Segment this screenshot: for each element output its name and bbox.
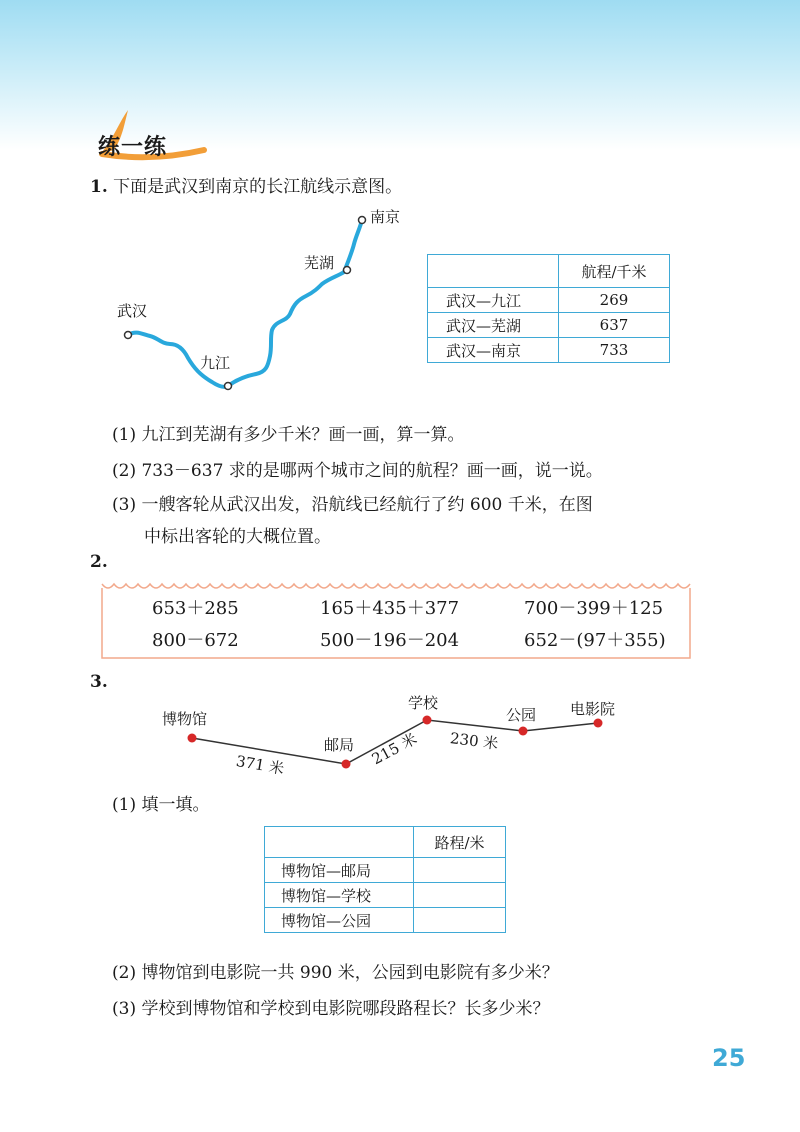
city-wuhan: 武汉 <box>117 302 148 320</box>
table-row <box>265 908 506 933</box>
route-name: 博物馆—学校 <box>265 883 414 908</box>
place-park: 公园 <box>506 706 537 724</box>
q1-sub3-line1: (3) 一艘客轮从武汉出发，沿航线已经航行了约 600 千米，在图 <box>112 495 593 515</box>
table-header-row <box>428 255 670 288</box>
answer-cell[interactable] <box>414 858 506 883</box>
heading-title: 练一练 <box>98 135 168 160</box>
place-post-office: 邮局 <box>324 736 355 754</box>
wuhan-point <box>125 332 132 339</box>
q3-sub2: (2) 博物馆到电影院一共 990 米，公园到电影院有多少米？ <box>112 963 559 983</box>
q1-text: 下面是武汉到南京的长江航线示意图。 <box>113 177 403 197</box>
museum-point <box>188 734 197 743</box>
calc-item: 652－(97＋355) <box>524 630 666 651</box>
q1-number: 1. <box>90 177 108 197</box>
calc-item: 165＋435＋377 <box>320 598 460 619</box>
route-name: 博物馆—邮局 <box>265 858 414 883</box>
yangtze-river <box>128 220 362 387</box>
distance-school-park: 230 米 <box>449 729 500 753</box>
route-name: 武汉—南京 <box>428 338 559 363</box>
wuhu-point <box>344 267 351 274</box>
post-office-point <box>342 760 351 769</box>
table-row <box>428 338 670 363</box>
route-name: 武汉—芜湖 <box>428 313 559 338</box>
calc-item: 653＋285 <box>152 598 239 619</box>
calc-item: 800－672 <box>152 630 239 651</box>
city-wuhu: 芜湖 <box>304 254 335 272</box>
q3-route-table <box>264 826 506 933</box>
place-school: 学校 <box>408 694 439 712</box>
jiujiang-point <box>225 383 232 390</box>
q2-number: 2. <box>90 552 108 572</box>
table-row <box>428 313 670 338</box>
distance-museum-post: 371 米 <box>234 751 286 779</box>
place-cinema: 电影院 <box>570 700 616 718</box>
page-number: 25 <box>712 1044 746 1072</box>
q1-sub1: (1) 九江到芜湖有多少千米？画一画，算一算。 <box>112 425 465 445</box>
park-point <box>519 727 528 736</box>
route-value: 637 <box>559 313 670 338</box>
city-nanjing: 南京 <box>370 208 401 226</box>
route-name: 武汉—九江 <box>428 288 559 313</box>
table-header-row <box>265 827 506 858</box>
table-corner-cell <box>265 827 414 858</box>
calc-item: 700－399＋125 <box>524 598 664 619</box>
answer-cell[interactable] <box>414 908 506 933</box>
calc-item: 500－196－204 <box>320 630 460 651</box>
q3-sub1: (1) 填一填。 <box>112 795 210 815</box>
answer-cell[interactable] <box>414 883 506 908</box>
q1-route-table <box>427 254 670 363</box>
q3-number: 3. <box>90 672 108 692</box>
city-jiujiang: 九江 <box>200 354 231 372</box>
place-museum: 博物馆 <box>162 710 208 728</box>
table-header-cell: 航程/千米 <box>559 255 670 288</box>
table-header-cell: 路程/米 <box>414 827 506 858</box>
table-row <box>265 883 506 908</box>
q1-sub3-line2: 中标出客轮的大概位置。 <box>144 527 331 547</box>
school-point <box>423 716 432 725</box>
table-corner-cell <box>428 255 559 288</box>
q3-sub3: (3) 学校到博物馆和学校到电影院哪段路程长？长多少米？ <box>112 999 550 1019</box>
route-name: 博物馆—公园 <box>265 908 414 933</box>
q1-sub2: (2) 733－637 求的是哪两个城市之间的航程？画一画，说一说。 <box>112 461 603 481</box>
route-value: 269 <box>559 288 670 313</box>
table-row <box>265 858 506 883</box>
distance-post-school: 215 米 <box>368 729 421 769</box>
route-value: 733 <box>559 338 670 363</box>
table-row <box>428 288 670 313</box>
cinema-point <box>594 719 603 728</box>
calc-box <box>100 578 692 660</box>
nanjing-point <box>359 217 366 224</box>
